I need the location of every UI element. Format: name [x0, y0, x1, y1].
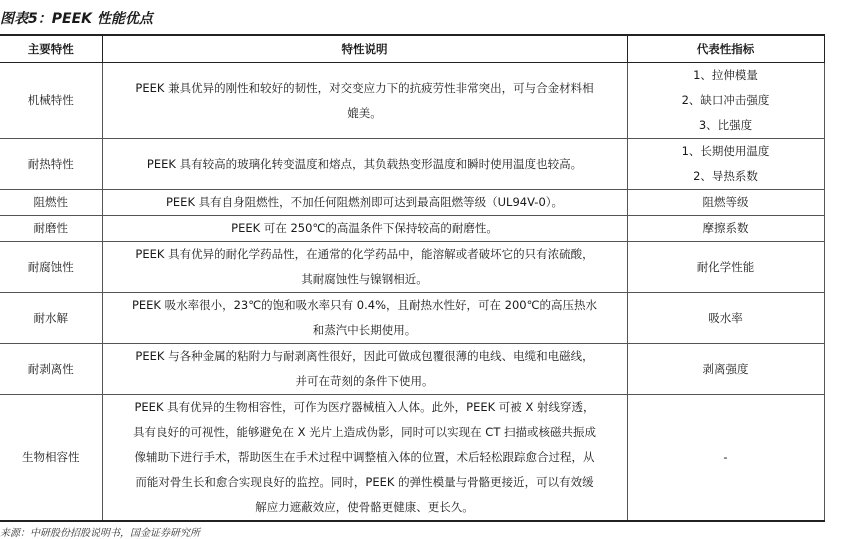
figure-title: 图表5：PEEK 性能优点 — [0, 11, 153, 27]
metric-item: 2、缺口冲击强度 — [681, 93, 770, 107]
description-cell — [102, 190, 627, 216]
metrics-cell — [627, 242, 824, 293]
metric-item: 剥离强度 — [702, 361, 749, 376]
metric-item: - — [723, 450, 728, 464]
description-line: PEEK 吸水率很小，23℃的饱和吸水率只有 0.4%，且耐热水性好，可在 200℃的高压热水 — [131, 298, 598, 312]
metric-item: 1、拉伸模量 — [693, 68, 758, 82]
description-cell — [102, 395, 627, 522]
description-line: 解应力遮蔽效应，使骨骼更健康、更长久。 — [255, 500, 474, 514]
metric-item: 吸水率 — [708, 310, 743, 325]
property-cell: 耐磨性 — [0, 216, 102, 242]
property-cell: 阻燃性 — [0, 190, 102, 216]
description-line: PEEK 具有自身阻燃性，不加任何阻燃剂即可达到最高阻燃等级（UL94V-0）。 — [165, 195, 564, 209]
description-line: 并可在苛刻的条件下使用。 — [295, 374, 434, 388]
table-row — [0, 216, 824, 242]
description-line: PEEK 可在 250℃的高温条件下保持较高的耐磨性。 — [231, 221, 498, 235]
table-row — [0, 139, 824, 190]
description-cell — [102, 242, 627, 293]
description-line: 像辅助下进行手术，帮助医生在手术过程中调整植入体的位置，术后轻松跟踪愈合过程，从 — [134, 450, 595, 464]
source-note: 来源：中研股份招股说明书，国金证券研究所 — [0, 528, 200, 539]
metric-item: 1、长期使用温度 — [681, 144, 770, 158]
metric-item: 2、导热系数 — [693, 169, 758, 183]
metrics-cell — [627, 344, 824, 395]
metric-item: 阻燃等级 — [702, 195, 749, 209]
description-line: 而能对骨生长和愈合实现良好的监控。同时，PEEK 的弹性模量与骨骼更接近，可以有效缓 — [135, 475, 594, 489]
description-line: 和蒸汽中长期使用。 — [312, 323, 417, 337]
description-cell — [102, 63, 627, 139]
description-line: PEEK 具有较高的玻璃化转变温度和熔点，其负载热变形温度和瞬时使用温度也较高。 — [146, 156, 583, 171]
table-row — [0, 190, 824, 216]
table-row — [0, 344, 824, 395]
description-line: PEEK 具有优异的耐化学药品性，在通常的化学药品中，能溶解或者破坏它的只有浓硫酸， — [135, 247, 594, 261]
description-cell — [102, 344, 627, 395]
metrics-cell — [627, 395, 824, 522]
column-header-metrics: 代表性指标 — [627, 35, 824, 63]
description-line: 具有良好的可视性，能够避免在 X 光片上造成伪影，同时可以实现在 CT 扫描或核磁共振成 — [132, 425, 597, 439]
peek-properties-table — [0, 34, 825, 522]
property-cell: 耐腐蚀性 — [0, 242, 102, 293]
metrics-cell — [627, 293, 824, 344]
property-cell: 耐剥离性 — [0, 344, 102, 395]
table-row — [0, 242, 824, 293]
description-line: 媲美。 — [347, 105, 382, 120]
column-header-description: 特性说明 — [102, 35, 627, 63]
description-line: PEEK 兼具优异的刚性和较好的韧性，对交变应力下的抗疲劳性非常突出，可与合金材料相 — [135, 80, 594, 95]
table-row — [0, 63, 824, 139]
metric-item: 3、比强度 — [698, 118, 753, 132]
metric-item: 耐化学性能 — [696, 259, 755, 274]
table-header-row — [0, 35, 824, 63]
property-cell: 耐热特性 — [0, 139, 102, 190]
table-row — [0, 395, 824, 522]
metrics-cell — [627, 139, 824, 190]
metrics-cell — [627, 216, 824, 242]
column-header-property: 主要特性 — [0, 35, 102, 63]
description-cell — [102, 293, 627, 344]
property-cell: 耐水解 — [0, 293, 102, 344]
table-row — [0, 293, 824, 344]
description-cell — [102, 216, 627, 242]
metric-item: 摩擦系数 — [702, 221, 749, 235]
metrics-cell — [627, 63, 824, 139]
description-line: PEEK 与各种金属的粘附力与耐剥离性很好，因此可做成包覆很薄的电线、电缆和电磁线， — [135, 349, 594, 363]
description-line: PEEK 具有优异的生物相容性，可作为医疗器械植入人体。此外，PEEK 可被 X 射线穿透， — [134, 400, 595, 414]
property-cell: 机械特性 — [0, 63, 102, 139]
description-cell — [102, 139, 627, 190]
metrics-cell — [627, 190, 824, 216]
description-line: 其耐腐蚀性与镍钢相近。 — [301, 272, 428, 286]
property-cell: 生物相容性 — [0, 395, 102, 522]
